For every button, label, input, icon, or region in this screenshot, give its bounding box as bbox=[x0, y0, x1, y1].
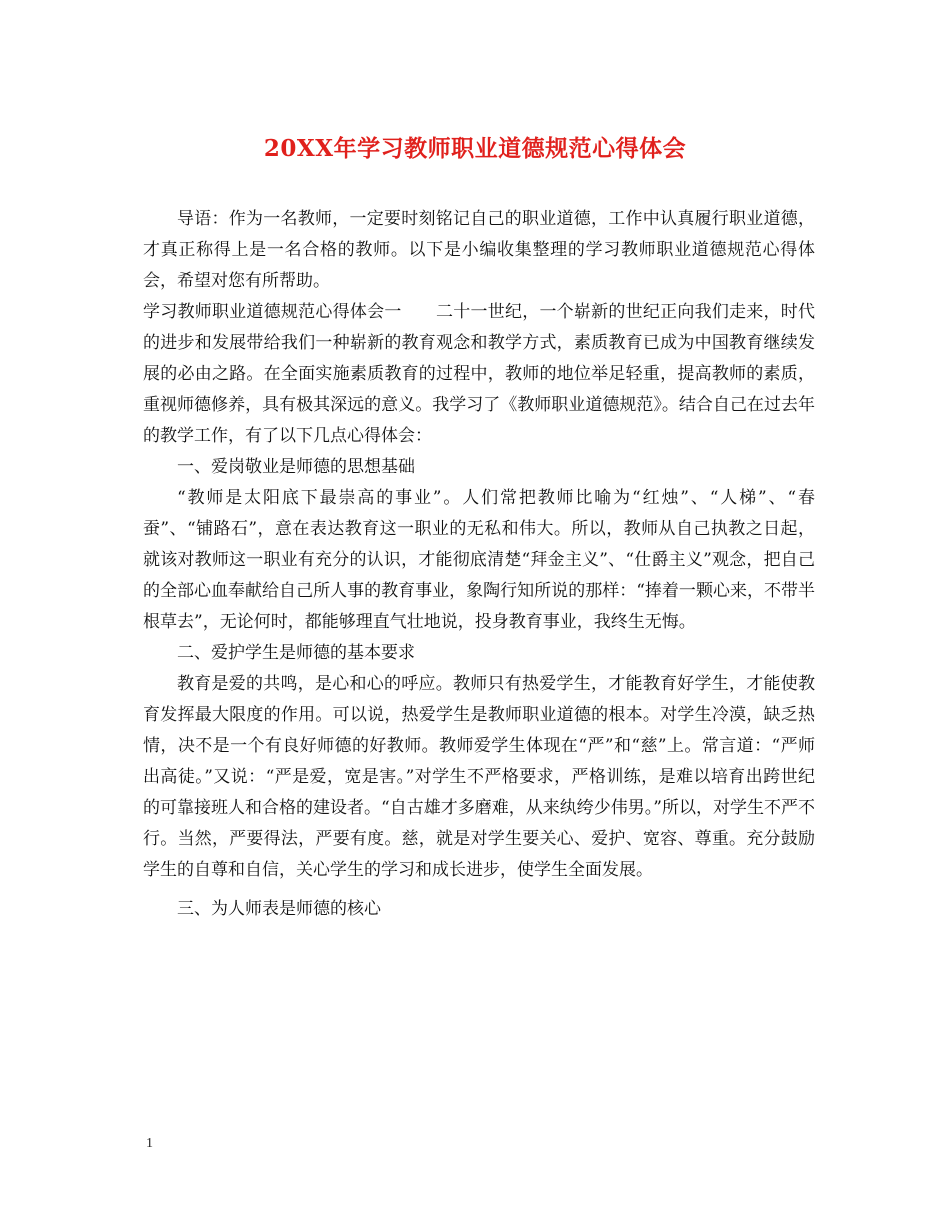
heading-love-students: 二、爱护学生是师德的基本要求 bbox=[177, 643, 415, 663]
heading-love-job: 一、爱岗敬业是师德的思想基础 bbox=[177, 457, 415, 477]
page-number: 1 bbox=[146, 1136, 153, 1151]
heading-role-model: 三、为人师表是师德的核心 bbox=[177, 899, 381, 919]
intro-paragraph: 导语：作为一名教师，一定要时刻铭记自己的职业道德，工作中认真履行职业道德，才真正称得上是一名合格的教师。以下是小编收集整理的学习教师职业道德规范心得体会，希望对您有所帮助。 bbox=[143, 209, 815, 291]
paragraph-love-job: “教师是太阳底下最崇高的事业”。人们常把教师比喻为“红烛”、“人梯”、“春蚕”、“铺路石”，意在表达教育这一职业的无私和伟大。所以，教师从自己执教之日起，就该对教师这一职业有充分的认识，才能彻底清楚“拜金主义”、“仕爵主义”观念，把自己的全部心血奉献给自己所人事的教育事业，象陶行知所说的那样：“捧着一颗心来，不带半根草去”，无论何时，都能够理直气壮地说，投身教育事业，我终生无悔。 bbox=[143, 488, 815, 632]
document-body bbox=[143, 204, 815, 925]
document-title: 20XX年学习教师职业道德规范心得体会 bbox=[263, 135, 687, 162]
section-one-paragraph: 学习教师职业道德规范心得体会一 二十一世纪，一个崭新的世纪正向我们走来，时代的进步和发展带给我们一种崭新的教育观念和教学方式，素质教育已成为中国教育继续发展的必由之路。在全面实施素质教育的过程中，教师的地位举足轻重，提高教师的素质，重视师德修养，具有极其深远的意义。我学习了《教师职业道德规范》。结合自己在过去年的教学工作，有了以下几点心得体会： bbox=[143, 302, 815, 446]
paragraph-love-students: 教育是爱的共鸣，是心和心的呼应。教师只有热爱学生，才能教育好学生，才能使教育发挥最大限度的作用。可以说，热爱学生是教师职业道德的根本。对学生冷漠，缺乏热情，决不是一个有良好师德的好教师。教师爱学生体现在“严”和“慈”上。常言道：“严师出高徒。”又说：“严是爱，宽是害。”对学生不严格要求，严格训练，是难以培育出跨世纪的可靠接班人和合格的建设者。“自古雄才多磨难，从来纨绔少伟男。”所以，对学生不严不行。当然，严要得法，严要有度。慈，就是对学生要关心、爱护、宽容、尊重。充分鼓励学生的自尊和自信，关心学生的学习和成长进步，使学生全面发展。 bbox=[143, 674, 815, 880]
